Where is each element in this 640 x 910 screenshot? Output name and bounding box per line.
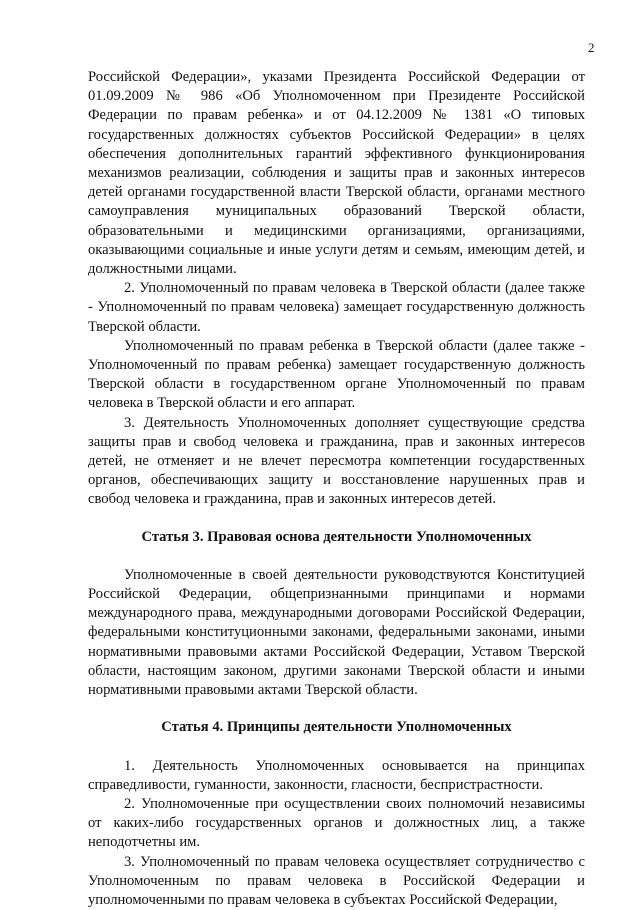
article-3-heading: Статья 3. Правовая основа деятельности Уполномоченных (141, 528, 532, 545)
document-body (88, 68, 585, 910)
article-4-item-1: 1. Деятельность Уполномоченных основывается на принципах справедливости, гуманности, законности, гласности, беспристрастности. (88, 757, 585, 793)
article-4-heading: Статья 4. Принципы деятельности Уполномоченных (161, 719, 512, 736)
paragraph-child-rights-ombudsman: Уполномоченный по правам ребенка в Тверской области (далее также - Уполномоченный по правам ребенка) замещает государственную должность Тверской области в государственном органе Уполномоченный по правам человека в Тверской области и его аппарат. (88, 337, 585, 412)
paragraph-item-2: 2. Уполномоченный по правам человека в Тверской области (далее также - Уполномоченный по правам человека) замещает государственную должность Тверской области. (88, 280, 585, 335)
article-3-paragraph: Уполномоченные в своей деятельности руководствуются Конституцией Российской Федерации, общепризнанными принципами и нормами международного права, международными договорами Российской Федерации, федеральными конституционными законами, федеральными законами, иными нормативными правовыми актами Российской Федерации, Уставом Тверской области, настоящим законом, другими законами Тверской области и иными нормативными правовыми актами Тверской области. (88, 566, 585, 699)
paragraph-item-3: 3. Деятельность Уполномоченных дополняет существующие средства защиты прав и свобод человека и гражданина, прав и законных интересов детей, не отменяет и не влечет пересмотра компетенции государственных органов, обеспечивающих защиту и восстановление нарушенных прав и свобод человека и гражданина, прав и законных интересов детей. (88, 414, 585, 508)
article-4-item-2: 2. Уполномоченные при осуществлении своих полномочий независимы от каких-либо государственных органов и должностных лиц, а также неподотчетны им. (88, 795, 585, 851)
paragraph-continuation: Российской Федерации», указами Президента Российской Федерации от 01.09.2009 № 986 «Об Уполномоченном при Президенте Российской Федерации по правам ребенка» и от 04.12.2009 № 1381 «О типовых государственных должностях субъектов Российской Федерации» в целях обеспечения дополнительных гарантий эффективного функционирования механизмов реализации, соблюдения и защиты прав и законных интересов детей органами государственной власти Тверской области, органами местного самоуправления муниципальных образований Тверской области, образовательными и медицинскими организациями, организациями, оказывающими социальные и иные услуги детям и семьям, имеющим детей, и должностными лицами. (88, 69, 585, 278)
article-4-item-3: 3. Уполномоченный по правам человека осуществляет сотрудничество с Уполномоченным по правам человека в Российской Федерации и уполномоченными по правам человека в субъектах Российской Федерации, (88, 853, 585, 908)
page-number: 2 (588, 40, 595, 55)
